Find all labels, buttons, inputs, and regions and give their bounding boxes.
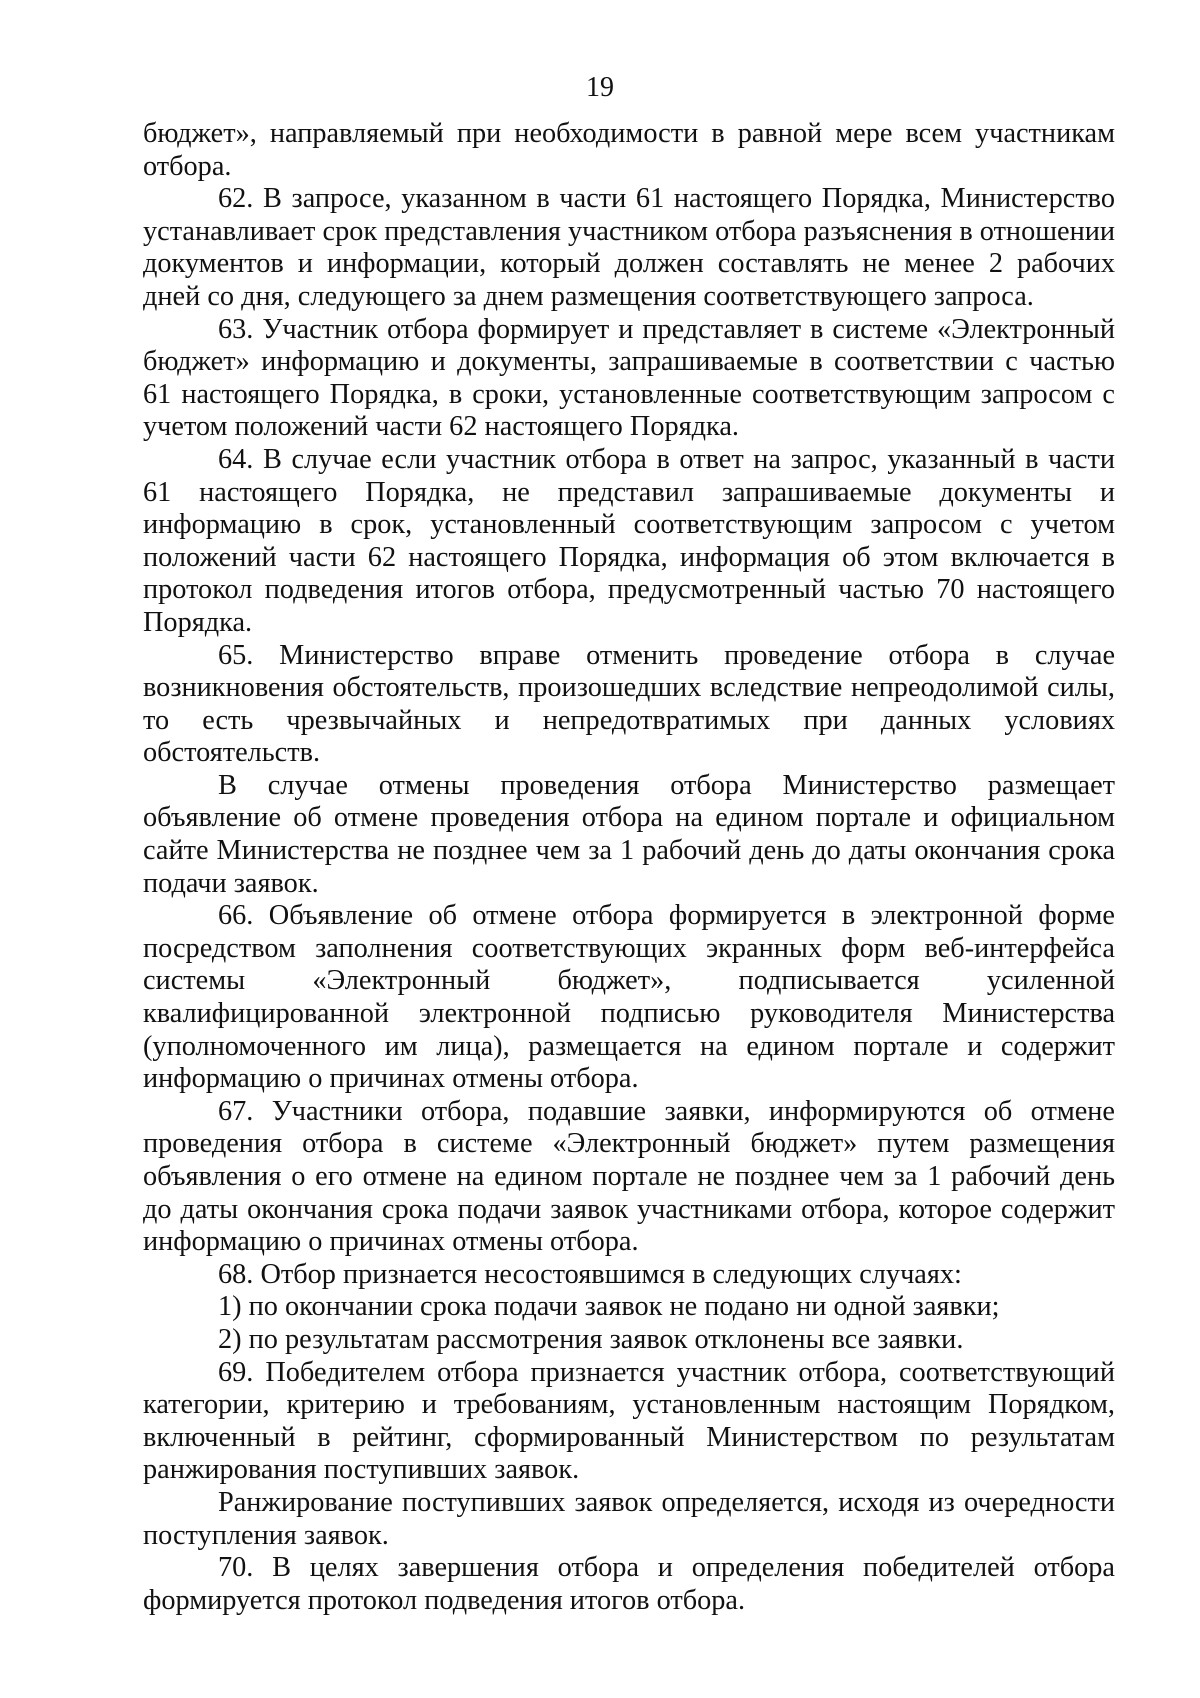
paragraph-70: 70. В целях завершения отбора и определения победителей отбора формируется протокол подведения итогов отбора. xyxy=(143,1552,1115,1616)
paragraph-69-ranking: Ранжирование поступивших заявок определяется, исходя из очередности поступления заявок. xyxy=(143,1486,1115,1551)
paragraph-66: 66. Объявление об отмене отбора формируется в электронной форме посредством заполнения соответствующих экранных форм веб-интерфейса системы «Электронный бюджет», подписывается усиленной квалифицированной электронной подписью руководителя Министерства (уполномоченного им лица), размещается на едином портале и содержит информацию о причинах отмены отбора. xyxy=(143,900,1115,1095)
paragraph-65-cancellation: В случае отмены проведения отбора Министерство размещает объявление об отмене проведения отбора на едином портале и официальном сайте Министерства не позднее чем за 1 рабочий день до даты окончания срока подачи заявок. xyxy=(143,769,1115,899)
paragraph-63: 63. Участник отбора формирует и представляет в системе «Электронный бюджет» информацию и документы, запрашиваемые в соответствии с частью 61 настоящего Порядка, в сроки, установленные соответствующим запросом с учетом положений части 62 настоящего Порядка. xyxy=(143,313,1115,443)
paragraph-69: 69. Победителем отбора признается участник отбора, соответствующий категории, критерию и требованиям, установленным настоящим Порядком, включенный в рейтинг, сформированный Министерством по результатам ранжирования поступивших заявок. xyxy=(143,1356,1115,1486)
paragraph-68: 68. Отбор признается несостоявшимся в следующих случаях: xyxy=(218,1258,962,1290)
page-number: 19 xyxy=(586,72,614,103)
paragraph-continuation: бюджет», направляемый при необходимости в равной мере всем участникам отбора. xyxy=(143,118,1115,182)
list-item-68-2: 2) по результатам рассмотрения заявок отклонены все заявки. xyxy=(218,1323,964,1355)
paragraph-67: 67. Участники отбора, подавшие заявки, информируются об отмене проведения отбора в системе «Электронный бюджет» путем размещения объявления о его отмене на едином портале не позднее чем за 1 рабочий день до даты окончания срока подачи заявок участниками отбора, которое содержит информацию о причинах отмены отбора. xyxy=(143,1095,1115,1258)
paragraph-62: 62. В запросе, указанном в части 61 настоящего Порядка, Министерство устанавливает срок представления участником отбора разъяснения в отношении документов и информации, который должен составлять не менее 2 рабочих дней со дня, следующего за днем размещения соответствующего запроса. xyxy=(143,183,1115,312)
list-item-68-1: 1) по окончании срока подачи заявок не подано ни одной заявки; xyxy=(218,1291,1000,1323)
document-body xyxy=(143,118,1115,1617)
paragraph-65: 65. Министерство вправе отменить проведение отбора в случае возникновения обстоятельств, произошедших вследствие непреодолимой силы, то есть чрезвычайных и непредотвратимых при данных условиях обстоятельств. xyxy=(143,639,1115,769)
paragraph-64: 64. В случае если участник отбора в ответ на запрос, указанный в части 61 настоящего Порядка, не представил запрашиваемые документы и информацию в срок, установленный соответствующим запросом с учетом положений части 62 настоящего Порядка, информация об этом включается в протокол подведения итогов отбора, предусмотренный частью 70 настоящего Порядка. xyxy=(143,443,1115,638)
